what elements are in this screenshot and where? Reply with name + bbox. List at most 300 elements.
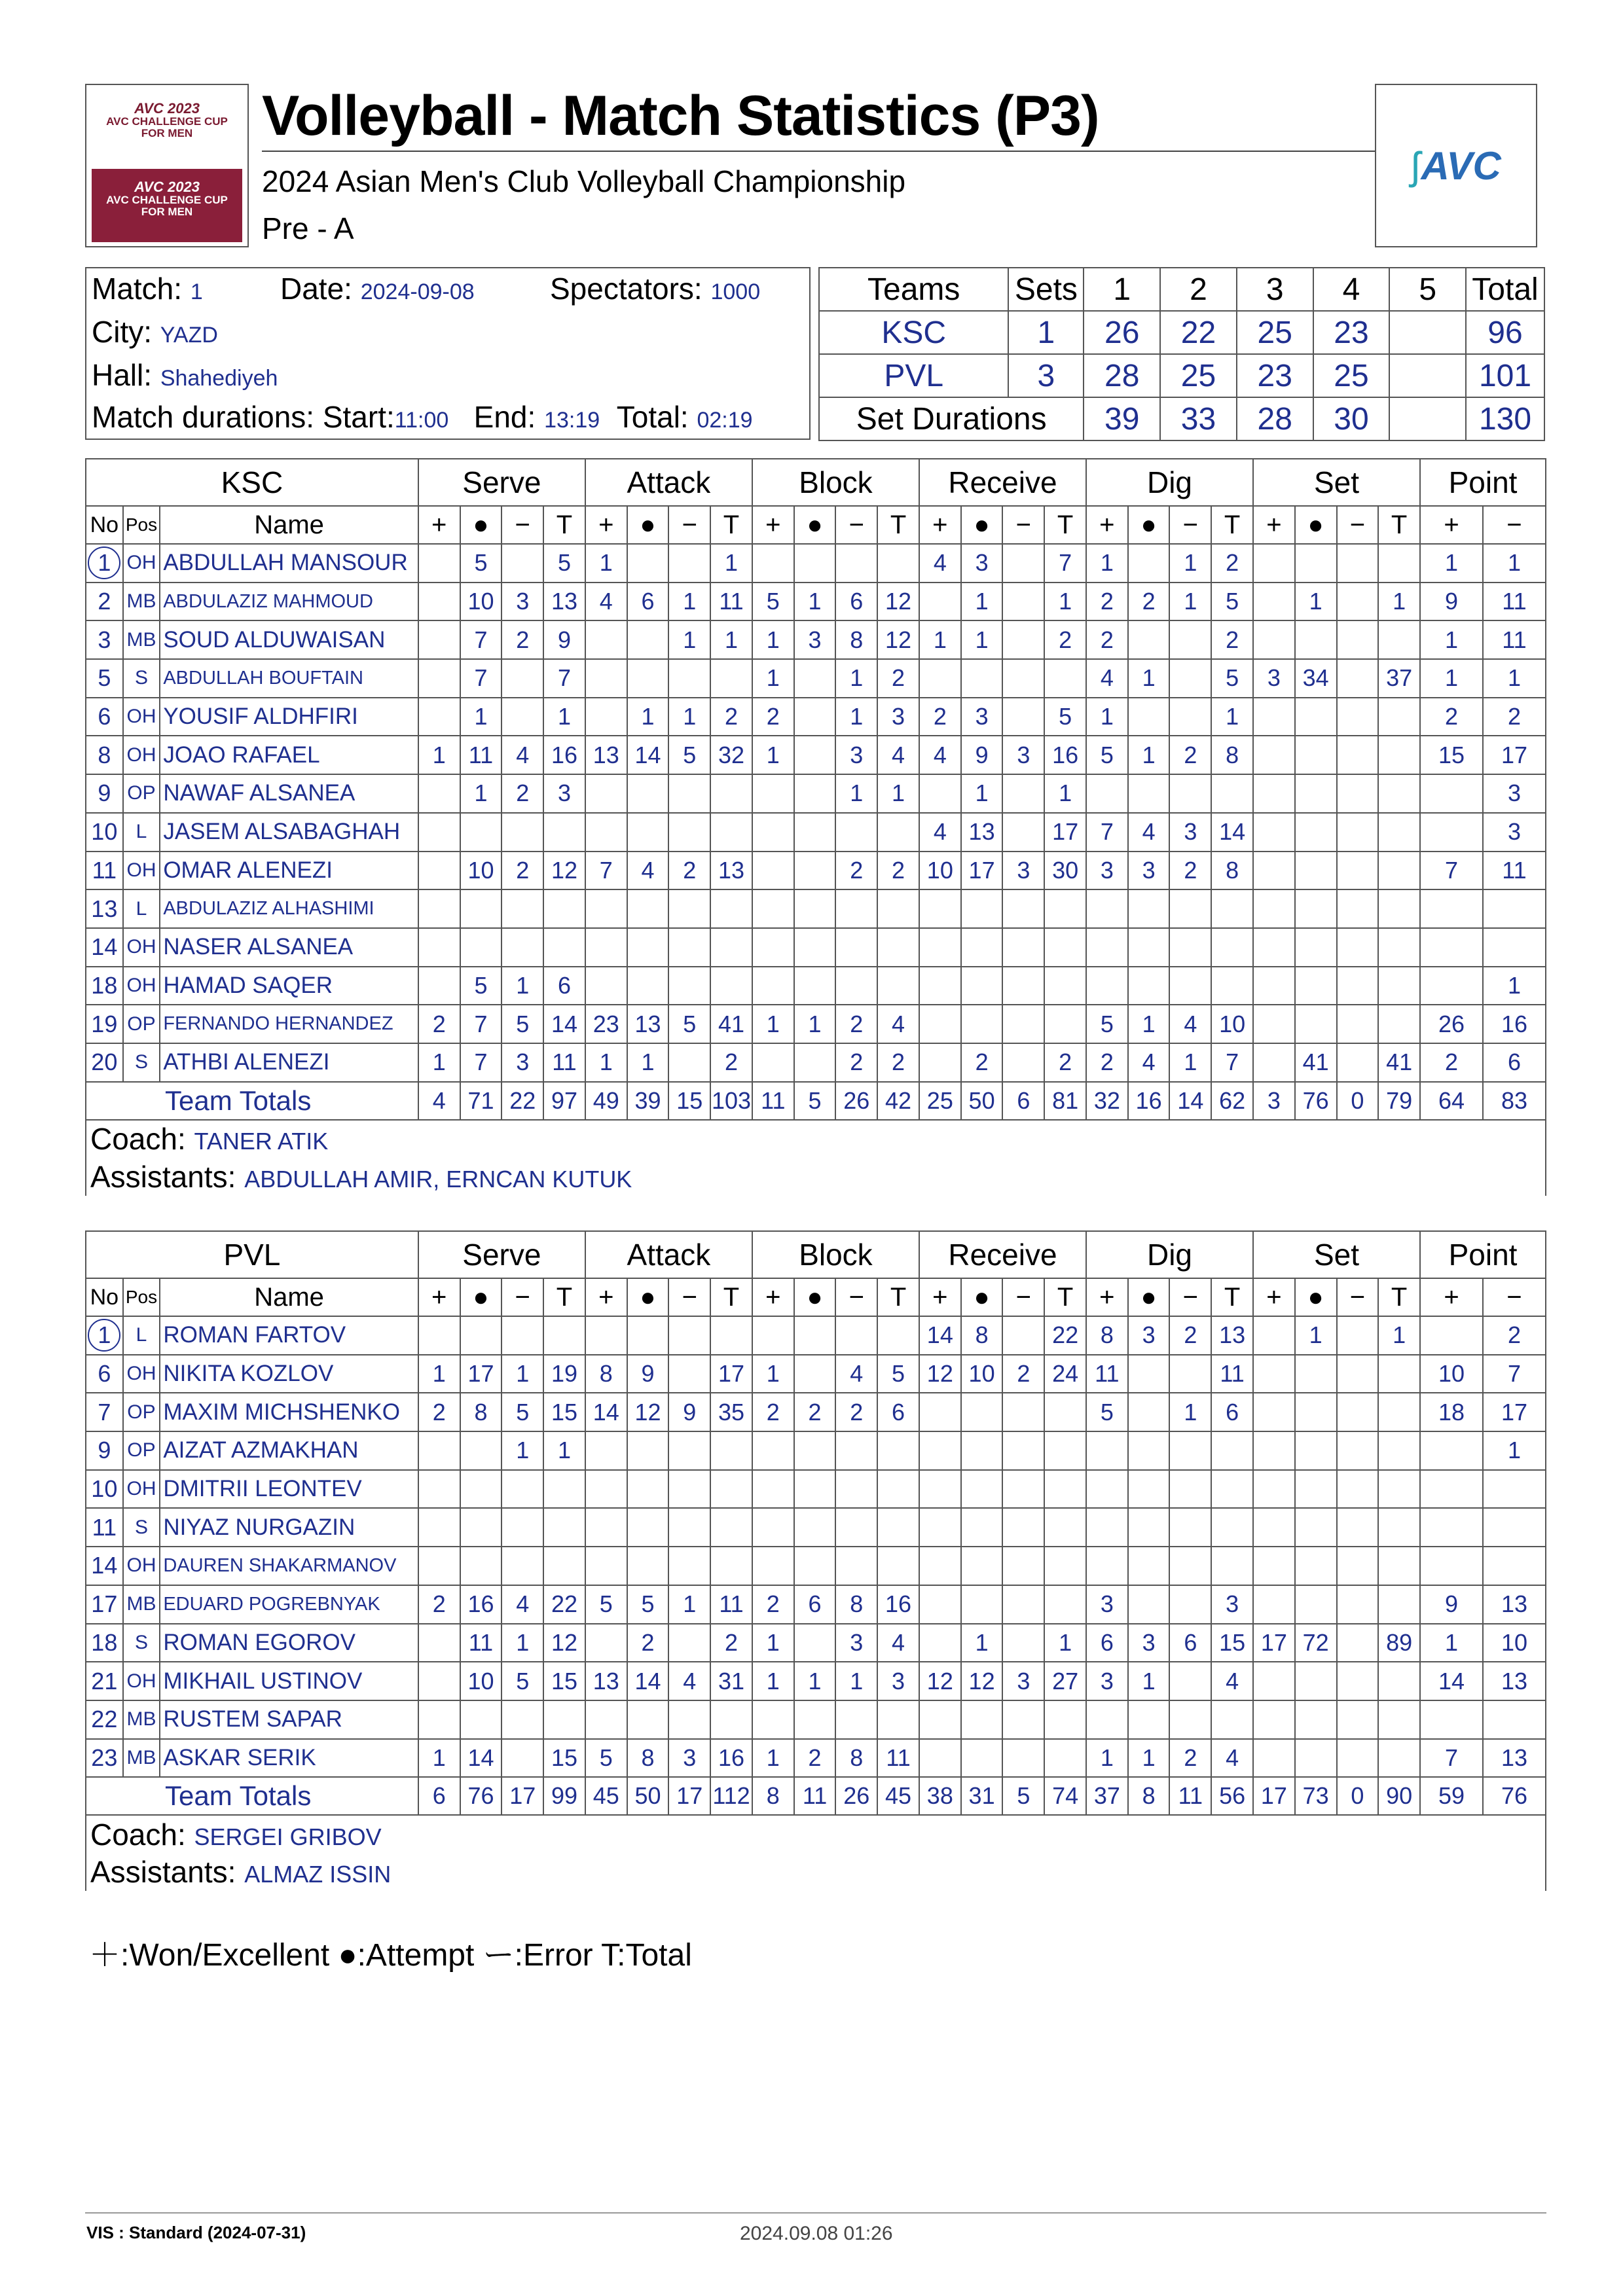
stat-cell bbox=[877, 544, 919, 583]
stat-cell: 27 bbox=[1044, 1662, 1086, 1700]
stat-cell: 11 bbox=[460, 1624, 502, 1662]
stat-cell: 41 bbox=[1295, 1043, 1337, 1082]
sub-header: T bbox=[1044, 506, 1086, 544]
set-scores-row-ksc bbox=[819, 311, 1544, 354]
stat-cell: 3 bbox=[1002, 1662, 1044, 1700]
stat-cell bbox=[1337, 1316, 1379, 1355]
stat-cell bbox=[627, 1470, 669, 1509]
stat-cell: 1 bbox=[1295, 583, 1337, 621]
total-cell: 49 bbox=[585, 1082, 627, 1120]
stat-cell: 15 bbox=[543, 1662, 585, 1700]
stat-cell: 10 bbox=[961, 1355, 1003, 1393]
stat-cell bbox=[1295, 1739, 1337, 1778]
stat-cell: 2 bbox=[1044, 620, 1086, 659]
stat-cell bbox=[1378, 774, 1420, 813]
stat-cell bbox=[794, 889, 836, 928]
stat-cell: 1 bbox=[501, 1624, 543, 1662]
sub-header: + bbox=[752, 506, 794, 544]
player-position: OP bbox=[123, 774, 160, 813]
stat-cell bbox=[543, 1470, 585, 1509]
stat-cell bbox=[1420, 1316, 1483, 1355]
stat-cell bbox=[961, 1393, 1003, 1431]
stat-cell: 7 bbox=[1420, 1739, 1483, 1778]
player-number: 9 bbox=[86, 1431, 123, 1470]
team-name: KSC bbox=[86, 459, 418, 506]
group-header-dig: Dig bbox=[1086, 459, 1253, 506]
total-cell: 14 bbox=[1169, 1082, 1211, 1120]
stat-cell bbox=[1044, 967, 1086, 1005]
stat-cell bbox=[1044, 1393, 1086, 1431]
set-durations-label: Set Durations bbox=[819, 397, 1084, 440]
stat-cell: 22 bbox=[1044, 1316, 1086, 1355]
stat-cell bbox=[1337, 1043, 1379, 1082]
stat-cell: 11 bbox=[710, 1585, 752, 1624]
stat-cell: 14 bbox=[543, 1005, 585, 1043]
stat-cell bbox=[1086, 1547, 1128, 1585]
stat-cell bbox=[1337, 1700, 1379, 1739]
player-number: 11 bbox=[86, 852, 123, 890]
stat-cell: 1 bbox=[1420, 1624, 1483, 1662]
stat-cell: 3 bbox=[1086, 852, 1128, 890]
stat-cell bbox=[1044, 1470, 1086, 1509]
stat-cell: 32 bbox=[710, 736, 752, 774]
stat-cell bbox=[1253, 620, 1295, 659]
stat-cell: 4 bbox=[1211, 1662, 1253, 1700]
stat-cell: 4 bbox=[585, 583, 627, 621]
stat-cell bbox=[1337, 967, 1379, 1005]
stat-cell: 17 bbox=[1483, 736, 1546, 774]
stat-sub-header bbox=[86, 1278, 1546, 1316]
sub-header: T bbox=[1378, 1278, 1420, 1316]
team-stats-table-pvl bbox=[85, 1230, 1546, 1891]
player-row bbox=[86, 1739, 1546, 1778]
set-score: 28 bbox=[1084, 354, 1160, 397]
stat-cell bbox=[668, 1355, 710, 1393]
stat-cell bbox=[418, 1316, 460, 1355]
player-row bbox=[86, 967, 1546, 1005]
stat-cell bbox=[418, 774, 460, 813]
stat-cell bbox=[1128, 1470, 1170, 1509]
stat-cell bbox=[919, 774, 961, 813]
coach-name: TANER ATIK bbox=[194, 1128, 329, 1155]
stat-cell bbox=[1253, 774, 1295, 813]
stat-cell bbox=[418, 889, 460, 928]
stat-cell bbox=[543, 813, 585, 852]
stat-cell: 7 bbox=[460, 1005, 502, 1043]
stat-cell bbox=[1002, 774, 1044, 813]
stat-cell: 2 bbox=[1128, 583, 1170, 621]
total-duration: 130 bbox=[1466, 397, 1544, 440]
stat-cell: 23 bbox=[585, 1005, 627, 1043]
player-row bbox=[86, 1624, 1546, 1662]
stat-cell bbox=[919, 1005, 961, 1043]
player-position: MB bbox=[123, 1585, 160, 1624]
stat-cell bbox=[794, 1355, 836, 1393]
stat-cell: 2 bbox=[877, 1043, 919, 1082]
assistants-info bbox=[86, 1158, 1546, 1196]
stat-cell: 1 bbox=[460, 774, 502, 813]
stat-cell bbox=[1002, 1700, 1044, 1739]
stat-cell bbox=[877, 928, 919, 967]
stat-cell: 1 bbox=[627, 698, 669, 736]
stat-cell bbox=[1295, 1393, 1337, 1431]
stat-cell bbox=[1044, 1547, 1086, 1585]
total-cell: 37 bbox=[1086, 1777, 1128, 1815]
stat-cell bbox=[1086, 928, 1128, 967]
sub-header: − bbox=[1169, 506, 1211, 544]
stat-cell bbox=[961, 1508, 1003, 1547]
stat-cell bbox=[668, 889, 710, 928]
stat-cell: 1 bbox=[752, 1355, 794, 1393]
stat-cell bbox=[627, 544, 669, 583]
stat-cell: 5 bbox=[501, 1662, 543, 1700]
stat-cell bbox=[919, 1547, 961, 1585]
total-cell: 99 bbox=[543, 1777, 585, 1815]
stat-cell bbox=[1483, 1547, 1546, 1585]
stat-cell: 3 bbox=[1128, 1624, 1170, 1662]
stat-cell: 1 bbox=[752, 620, 794, 659]
stat-cell: 1 bbox=[627, 1043, 669, 1082]
set-scores-row-pvl bbox=[819, 354, 1544, 397]
player-name: MIKHAIL USTINOV bbox=[160, 1662, 418, 1700]
stat-cell: 1 bbox=[418, 1739, 460, 1778]
team-totals-row bbox=[86, 1777, 1546, 1815]
stat-cell bbox=[1420, 1431, 1483, 1470]
player-name: ATHBI ALENEZI bbox=[160, 1043, 418, 1082]
stat-cell: 13 bbox=[627, 1005, 669, 1043]
stat-cell bbox=[668, 928, 710, 967]
stat-cell: 1 bbox=[752, 1005, 794, 1043]
set-score: 25 bbox=[1160, 354, 1237, 397]
stat-cell: 1 bbox=[1211, 698, 1253, 736]
stat-cell: 2 bbox=[1483, 698, 1546, 736]
player-number: 3 bbox=[86, 620, 123, 659]
stat-cell bbox=[877, 967, 919, 1005]
player-position: OH bbox=[123, 544, 160, 583]
assistants-names: ABDULLAH AMIR, ERNCAN KUTUK bbox=[244, 1165, 632, 1193]
total-cell: 8 bbox=[752, 1777, 794, 1815]
stat-cell bbox=[1211, 774, 1253, 813]
stat-cell bbox=[1295, 1508, 1337, 1547]
stat-cell bbox=[1169, 698, 1211, 736]
stat-cell bbox=[1420, 967, 1483, 1005]
coach-info bbox=[86, 1120, 1546, 1158]
stat-cell: 1 bbox=[1169, 544, 1211, 583]
total-cell: 3 bbox=[1253, 1082, 1295, 1120]
player-number: 7 bbox=[86, 1393, 123, 1431]
stat-cell bbox=[794, 967, 836, 1005]
total-cell: 0 bbox=[1337, 1082, 1379, 1120]
stat-group-header bbox=[86, 459, 1546, 506]
match-spectators bbox=[550, 271, 760, 306]
stat-cell: 5 bbox=[501, 1393, 543, 1431]
stat-cell: 1 bbox=[710, 544, 752, 583]
player-row bbox=[86, 698, 1546, 736]
stat-cell bbox=[752, 1470, 794, 1509]
name-header: Name bbox=[160, 1278, 418, 1316]
stat-cell: 12 bbox=[543, 1624, 585, 1662]
stat-cell bbox=[543, 1508, 585, 1547]
stat-cell bbox=[627, 967, 669, 1005]
stat-cell: 1 bbox=[1086, 698, 1128, 736]
stat-cell: 7 bbox=[543, 659, 585, 698]
stat-cell bbox=[1253, 889, 1295, 928]
stat-cell: 24 bbox=[1044, 1355, 1086, 1393]
total-cell: 11 bbox=[1169, 1777, 1211, 1815]
stat-cell: 12 bbox=[877, 620, 919, 659]
stat-cell: 1 bbox=[1483, 967, 1546, 1005]
player-row bbox=[86, 774, 1546, 813]
player-name: YOUSIF ALDHFIRI bbox=[160, 698, 418, 736]
stat-cell: 4 bbox=[877, 1005, 919, 1043]
stat-cell: 1 bbox=[668, 583, 710, 621]
championship-name: 2024 Asian Men's Club Volleyball Championship bbox=[262, 164, 906, 198]
player-position: OH bbox=[123, 736, 160, 774]
set-score: 23 bbox=[1237, 354, 1313, 397]
stat-cell: 2 bbox=[1169, 1739, 1211, 1778]
stat-cell: 1 bbox=[1044, 774, 1086, 813]
stat-cell bbox=[668, 1431, 710, 1470]
stat-cell: 1 bbox=[961, 583, 1003, 621]
stat-cell bbox=[418, 1470, 460, 1509]
stat-cell: 7 bbox=[1483, 1355, 1546, 1393]
sub-header: − bbox=[1483, 506, 1546, 544]
stat-cell bbox=[585, 1624, 627, 1662]
stat-cell bbox=[585, 1547, 627, 1585]
total-cell: 38 bbox=[919, 1777, 961, 1815]
stat-cell: 2 bbox=[1211, 620, 1253, 659]
stat-cell bbox=[1337, 1624, 1379, 1662]
stat-cell: 8 bbox=[1211, 736, 1253, 774]
stat-cell: 1 bbox=[794, 1005, 836, 1043]
total-cell: 4 bbox=[418, 1082, 460, 1120]
player-number: 14 bbox=[86, 1547, 123, 1585]
stat-cell: 5 bbox=[627, 1585, 669, 1624]
stat-cell: 17 bbox=[1483, 1393, 1546, 1431]
player-name: FERNANDO HERNANDEZ bbox=[160, 1005, 418, 1043]
sub-header: − bbox=[1002, 506, 1044, 544]
stat-cell bbox=[418, 1662, 460, 1700]
team-stats-table-ksc bbox=[85, 458, 1546, 1196]
sub-header: − bbox=[1483, 1278, 1546, 1316]
stat-cell bbox=[1378, 736, 1420, 774]
stat-cell bbox=[752, 889, 794, 928]
stat-cell: 7 bbox=[1420, 852, 1483, 890]
stat-cell: 1 bbox=[1378, 583, 1420, 621]
stat-cell: 16 bbox=[710, 1739, 752, 1778]
stat-cell bbox=[668, 813, 710, 852]
total-cell: 103 bbox=[710, 1082, 752, 1120]
assistants-names: ALMAZ ISSIN bbox=[244, 1861, 392, 1888]
stat-cell bbox=[835, 928, 877, 967]
stat-cell bbox=[919, 1470, 961, 1509]
stat-cell bbox=[501, 928, 543, 967]
player-position: OH bbox=[123, 967, 160, 1005]
stat-cell: 13 bbox=[585, 736, 627, 774]
stat-cell bbox=[627, 659, 669, 698]
stat-cell: 3 bbox=[877, 1662, 919, 1700]
stat-cell bbox=[710, 1700, 752, 1739]
stat-cell: 6 bbox=[794, 1585, 836, 1624]
stat-cell: 2 bbox=[1086, 1043, 1128, 1082]
no-header: No bbox=[86, 1278, 123, 1316]
stat-cell bbox=[919, 1700, 961, 1739]
stat-cell: 14 bbox=[627, 1662, 669, 1700]
stat-cell bbox=[1483, 1700, 1546, 1739]
stat-cell bbox=[1002, 813, 1044, 852]
total-cell: 6 bbox=[418, 1777, 460, 1815]
sub-header: − bbox=[1169, 1278, 1211, 1316]
total-cell: 74 bbox=[1044, 1777, 1086, 1815]
stat-cell: 1 bbox=[1128, 659, 1170, 698]
stat-cell bbox=[668, 1624, 710, 1662]
sub-header: T bbox=[710, 1278, 752, 1316]
stat-cell bbox=[794, 1043, 836, 1082]
stat-cell bbox=[1169, 1700, 1211, 1739]
player-position: L bbox=[123, 1316, 160, 1355]
stat-cell bbox=[1295, 1662, 1337, 1700]
stat-cell bbox=[1169, 1470, 1211, 1509]
player-number bbox=[86, 544, 123, 583]
stat-cell: 72 bbox=[1295, 1624, 1337, 1662]
stat-cell: 5 bbox=[585, 1739, 627, 1778]
player-position: OP bbox=[123, 1005, 160, 1043]
group-header-attack: Attack bbox=[585, 459, 752, 506]
coach-label: Coach: bbox=[90, 1817, 186, 1852]
stat-cell bbox=[961, 1700, 1003, 1739]
stat-cell: 8 bbox=[835, 1739, 877, 1778]
stat-cell bbox=[1378, 852, 1420, 890]
stat-cell bbox=[919, 1624, 961, 1662]
match-hall bbox=[92, 357, 278, 393]
total-cell: 17 bbox=[501, 1777, 543, 1815]
stat-cell bbox=[668, 1547, 710, 1585]
city-value: YAZD bbox=[160, 323, 218, 348]
total-cell: 81 bbox=[1044, 1082, 1086, 1120]
stat-cell bbox=[1169, 1355, 1211, 1393]
stat-cell bbox=[961, 1547, 1003, 1585]
stat-cell bbox=[418, 698, 460, 736]
stat-cell: 2 bbox=[668, 852, 710, 890]
stat-cell bbox=[919, 583, 961, 621]
stat-cell: 14 bbox=[585, 1393, 627, 1431]
stat-cell: 13 bbox=[710, 852, 752, 890]
title-divider bbox=[262, 151, 1375, 152]
sub-header: T bbox=[877, 506, 919, 544]
match-label: Match: bbox=[92, 272, 183, 306]
stat-cell: 1 bbox=[585, 544, 627, 583]
stat-cell bbox=[1002, 1316, 1044, 1355]
coach-row bbox=[86, 1815, 1546, 1853]
stat-cell bbox=[1169, 1431, 1211, 1470]
stat-cell bbox=[668, 774, 710, 813]
player-number: 6 bbox=[86, 1355, 123, 1393]
stat-cell bbox=[1002, 544, 1044, 583]
stat-cell: 13 bbox=[961, 813, 1003, 852]
stat-cell: 2 bbox=[877, 852, 919, 890]
stat-cell: 16 bbox=[877, 1585, 919, 1624]
player-row bbox=[86, 736, 1546, 774]
stat-cell: 16 bbox=[1044, 736, 1086, 774]
spectators-value: 1000 bbox=[710, 279, 761, 304]
player-number: 10 bbox=[86, 813, 123, 852]
stat-cell bbox=[877, 1547, 919, 1585]
hall-value: Shahediyeh bbox=[160, 366, 278, 391]
date-label: Date: bbox=[280, 272, 352, 306]
stat-cell: 12 bbox=[543, 852, 585, 890]
avc-logo bbox=[1375, 84, 1537, 247]
total-points: 101 bbox=[1466, 354, 1544, 397]
stat-cell bbox=[1337, 1005, 1379, 1043]
player-position: MB bbox=[123, 583, 160, 621]
stat-cell: 3 bbox=[1128, 1316, 1170, 1355]
stat-cell bbox=[1295, 1005, 1337, 1043]
total-label: Total: bbox=[616, 400, 689, 434]
stat-cell bbox=[543, 1700, 585, 1739]
stat-cell: 8 bbox=[961, 1316, 1003, 1355]
stat-cell: 2 bbox=[877, 659, 919, 698]
stat-cell: 4 bbox=[919, 813, 961, 852]
total-cell: 71 bbox=[460, 1082, 502, 1120]
stat-cell bbox=[460, 1700, 502, 1739]
stat-cell bbox=[1295, 1355, 1337, 1393]
player-position: OH bbox=[123, 698, 160, 736]
player-position: MB bbox=[123, 620, 160, 659]
stat-cell bbox=[460, 1508, 502, 1547]
stat-cell: 16 bbox=[1483, 1005, 1546, 1043]
stat-cell bbox=[1420, 1470, 1483, 1509]
player-name: NASER ALSANEA bbox=[160, 928, 418, 967]
stat-cell bbox=[1002, 1624, 1044, 1662]
stat-cell bbox=[627, 813, 669, 852]
stat-cell bbox=[501, 1508, 543, 1547]
stat-cell: 12 bbox=[877, 583, 919, 621]
stat-cell: 3 bbox=[961, 698, 1003, 736]
stat-cell bbox=[710, 659, 752, 698]
end-label: End: bbox=[473, 400, 536, 434]
assistants-row bbox=[86, 1158, 1546, 1196]
player-number: 2 bbox=[86, 583, 123, 621]
stat-cell bbox=[835, 1431, 877, 1470]
hall-label: Hall: bbox=[92, 358, 153, 392]
stat-cell: 2 bbox=[710, 1624, 752, 1662]
stat-cell bbox=[1253, 852, 1295, 890]
stat-cell bbox=[1002, 1393, 1044, 1431]
stat-cell: 2 bbox=[794, 1739, 836, 1778]
stat-cell: 3 bbox=[961, 544, 1003, 583]
stat-cell bbox=[585, 1470, 627, 1509]
stat-cell: 4 bbox=[1086, 659, 1128, 698]
stat-cell: 17 bbox=[460, 1355, 502, 1393]
sets-header: Sets bbox=[1008, 268, 1084, 311]
stat-cell: 9 bbox=[961, 736, 1003, 774]
stat-cell bbox=[1169, 1508, 1211, 1547]
sub-header: − bbox=[668, 506, 710, 544]
total-cell: 15 bbox=[668, 1082, 710, 1120]
stat-cell bbox=[919, 1043, 961, 1082]
stat-cell: 8 bbox=[585, 1355, 627, 1393]
stat-cell bbox=[1378, 813, 1420, 852]
stat-cell bbox=[1002, 620, 1044, 659]
stat-cell: 2 bbox=[752, 1393, 794, 1431]
stat-cell bbox=[668, 1700, 710, 1739]
sets-won: 1 bbox=[1008, 311, 1084, 354]
set-duration bbox=[1389, 397, 1466, 440]
stat-cell bbox=[1086, 1431, 1128, 1470]
stat-cell bbox=[1002, 659, 1044, 698]
stat-cell: 2 bbox=[418, 1585, 460, 1624]
stat-cell: 1 bbox=[835, 698, 877, 736]
